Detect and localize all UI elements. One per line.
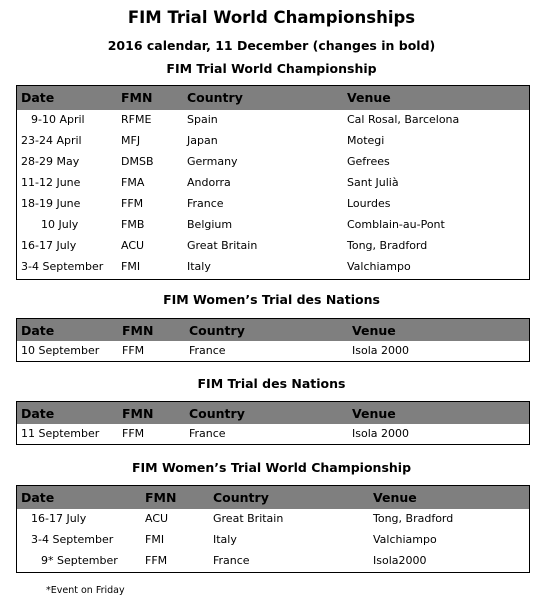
cell-venue: Isola 2000: [352, 344, 409, 357]
cell-fmn: FMB: [121, 218, 145, 231]
table-header: [17, 86, 529, 110]
cell-fmn: FFM: [145, 554, 168, 567]
cell-venue: Tong, Bradford: [347, 239, 428, 252]
cell-date: 3-4 September: [31, 533, 114, 546]
cell-date: 9-10 April: [31, 113, 85, 126]
table-header: [17, 486, 529, 509]
cell-country: France: [213, 554, 250, 567]
header-fmn: FMN: [121, 90, 153, 105]
cell-country: Great Britain: [213, 512, 284, 525]
header-venue: Venue: [352, 323, 396, 338]
section-title-trial-des-nations: FIM Trial des Nations: [197, 376, 346, 391]
header-country: Country: [189, 323, 245, 338]
cell-venue: Valchiampo: [347, 260, 411, 273]
cell-date: 16-17 July: [21, 239, 77, 252]
table-row: [17, 530, 529, 551]
table-row: [17, 341, 529, 362]
cell-country: Andorra: [187, 176, 231, 189]
table-womens-world-championship: [16, 485, 530, 573]
cell-country: France: [189, 344, 226, 357]
cell-date: 11-12 June: [21, 176, 81, 189]
cell-date: 9* September: [41, 554, 118, 567]
header-fmn: FMN: [122, 323, 154, 338]
cell-venue: Comblain-au-Pont: [347, 218, 445, 231]
cell-fmn: ACU: [145, 512, 169, 525]
cell-fmn: FFM: [122, 427, 145, 440]
cell-fmn: MFJ: [121, 134, 141, 147]
cell-country: Italy: [187, 260, 211, 273]
cell-date: 10 July: [41, 218, 79, 231]
cell-venue: Isola2000: [373, 554, 427, 567]
cell-date: 11 September: [21, 427, 100, 440]
cell-venue: Lourdes: [347, 197, 391, 210]
section-title-womens-trial-des-nations: FIM Women’s Trial des Nations: [163, 292, 380, 307]
cell-fmn: RFME: [121, 113, 152, 126]
section-title-world-championship: FIM Trial World Championship: [166, 61, 377, 76]
table-row: [17, 509, 529, 530]
footnote: *Event on Friday: [46, 585, 125, 596]
page-subtitle: 2016 calendar, 11 December (changes in bold): [107, 38, 436, 53]
table-row: [17, 257, 529, 278]
table-header: [17, 402, 529, 424]
cell-date: 23-24 April: [21, 134, 82, 147]
cell-country: France: [189, 427, 226, 440]
table-row: [17, 131, 529, 152]
header-venue: Venue: [352, 406, 396, 421]
table-trial-des-nations: [16, 401, 530, 445]
cell-venue: Valchiampo: [373, 533, 437, 546]
cell-country: Great Britain: [187, 239, 258, 252]
header-venue: Venue: [347, 90, 391, 105]
cell-venue: Tong, Bradford: [373, 512, 454, 525]
cell-fmn: FFM: [122, 344, 145, 357]
table-row: [17, 551, 529, 572]
table-womens-trial-des-nations: [16, 318, 530, 362]
cell-venue: Motegi: [347, 134, 385, 147]
cell-country: Spain: [187, 113, 218, 126]
cell-country: Belgium: [187, 218, 233, 231]
cell-country: France: [187, 197, 224, 210]
table-row: [17, 152, 529, 173]
cell-venue: Isola 2000: [352, 427, 409, 440]
cell-fmn: FMA: [121, 176, 145, 189]
cell-venue: Sant Julià: [347, 176, 399, 189]
table-world-championship: [16, 85, 530, 280]
cell-fmn: ACU: [121, 239, 145, 252]
cell-date: 28-29 May: [21, 155, 80, 168]
table-header: [17, 319, 529, 341]
cell-country: Italy: [213, 533, 237, 546]
cell-fmn: FMI: [145, 533, 165, 546]
cell-date: 18-19 June: [21, 197, 81, 210]
cell-country: Japan: [187, 134, 218, 147]
cell-date: 10 September: [21, 344, 100, 357]
cell-fmn: FFM: [121, 197, 144, 210]
header-country: Country: [187, 90, 243, 105]
header-fmn: FMN: [145, 490, 177, 505]
header-date: Date: [21, 323, 55, 338]
cell-date: 16-17 July: [31, 512, 87, 525]
table-row: [17, 236, 529, 257]
header-venue: Venue: [373, 490, 417, 505]
header-fmn: FMN: [122, 406, 154, 421]
cell-fmn: DMSB: [121, 155, 154, 168]
table-row: [17, 110, 529, 131]
table-row: [17, 173, 529, 194]
header-country: Country: [189, 406, 245, 421]
cell-country: Germany: [187, 155, 238, 168]
header-country: Country: [213, 490, 269, 505]
page-title: FIM Trial World Championships: [127, 8, 416, 27]
section-title-womens-world-championship: FIM Women’s Trial World Championship: [131, 460, 412, 475]
cell-venue: Cal Rosal, Barcelona: [347, 113, 460, 126]
table-row: [17, 194, 529, 215]
cell-venue: Gefrees: [347, 155, 390, 168]
cell-fmn: FMI: [121, 260, 141, 273]
header-date: Date: [21, 90, 55, 105]
header-date: Date: [21, 490, 55, 505]
table-row: [17, 215, 529, 236]
table-row: [17, 424, 529, 445]
cell-date: 3-4 September: [21, 260, 104, 273]
header-date: Date: [21, 406, 55, 421]
